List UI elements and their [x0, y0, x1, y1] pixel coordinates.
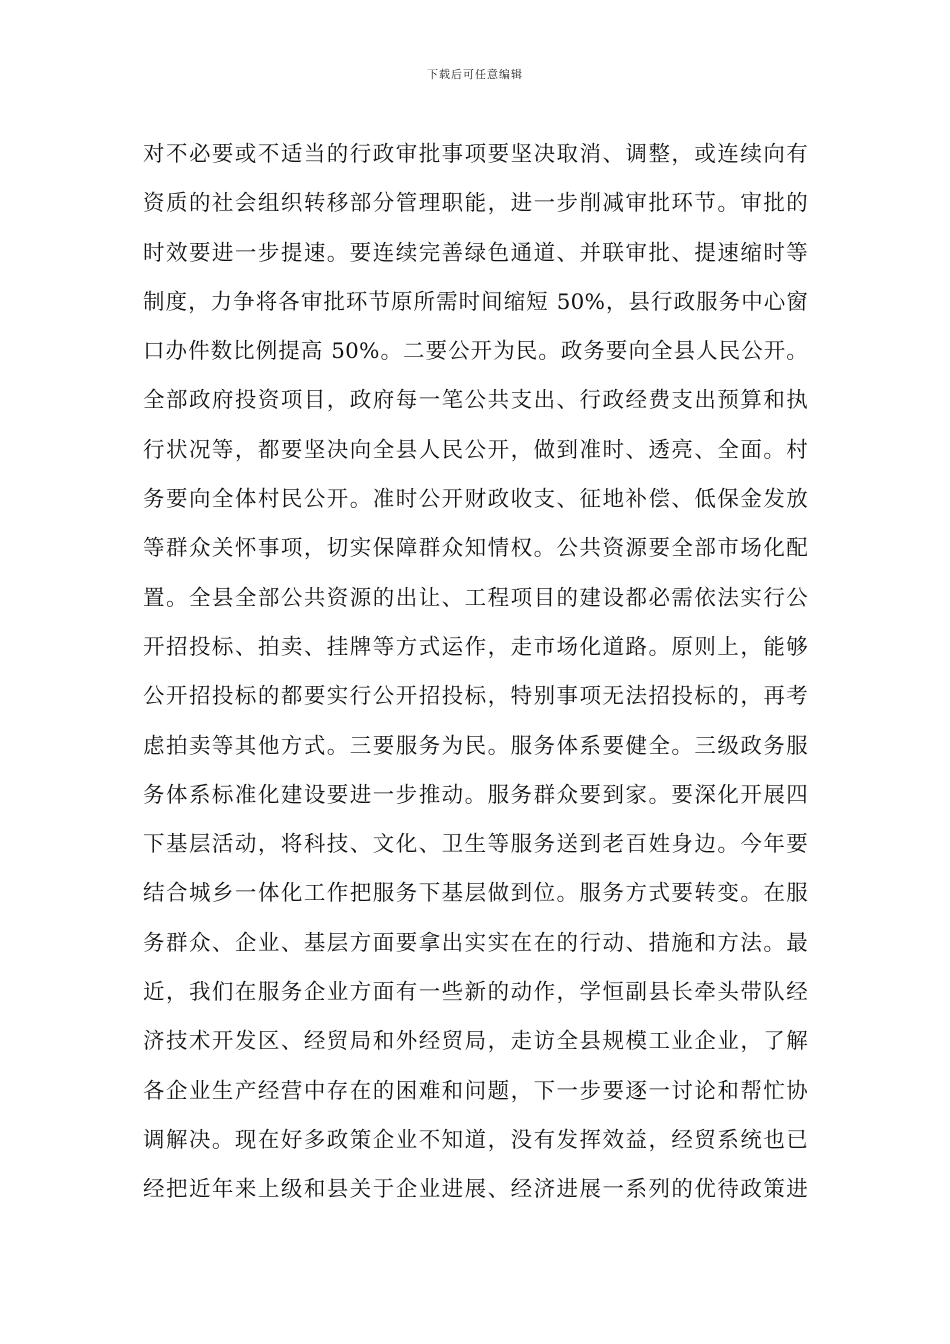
text-line: 调解决。现在好多政策企业不知道，没有发挥效益，经贸系统也已: [143, 1127, 808, 1153]
text-line: 开招投标、拍卖、挂牌等方式运作，走市场化道路。原则上，能够: [143, 634, 808, 660]
text-line: 等群众关怀事项，切实保障群众知情权。公共资源要全部市场化配: [143, 536, 808, 562]
text-line: 资质的社会组织转移部分管理职能，进一步削减审批环节。审批的: [143, 191, 808, 217]
text-line: 济技术开发区、经贸局和外经贸局，走访全县规模工业企业，了解: [143, 1029, 808, 1055]
text-line: 经把近年来上级和县关于企业进展、经济进展一系列的优待政策进: [143, 1177, 808, 1203]
text-line: 对不必要或不适当的行政审批事项要坚决取消、调整，或连续向有: [143, 142, 808, 167]
text-line: 全部政府投资项目，政府每一笔公共支出、行政经费支出预算和执: [143, 388, 808, 414]
text-line: 务体系标准化建设要进一步推动。服务群众要到家。要深化开展四: [143, 782, 808, 808]
text-line: 下基层活动，将科技、文化、卫生等服务送到老百姓身边。今年要: [143, 832, 808, 858]
text-line: 置。全县全部公共资源的出让、工程项目的建设都必需依法实行公: [143, 585, 808, 611]
text-line: 口办件数比例提高 50%。二要公开为民。政务要向全县人民公开。: [143, 339, 808, 365]
text-line: 公开招投标的都要实行公开招投标，特别事项无法招投标的，再考: [143, 684, 808, 710]
text-line: 务要向全体村民公开。准时公开财政收支、征地补偿、低保金发放: [143, 487, 808, 513]
text-line: 时效要进一步提速。要连续完善绿色通道、并联审批、提速缩时等: [143, 240, 808, 266]
text-line: 结合城乡一体化工作把服务下基层做到位。服务方式要转变。在服: [143, 881, 808, 907]
text-line: 行状况等，都要坚决向全县人民公开，做到准时、透亮、全面。村: [143, 437, 808, 463]
page-header: 下载后可任意编辑: [427, 68, 523, 81]
text-line: 务群众、企业、基层方面要拿出实实在在的行动、措施和方法。最: [143, 930, 808, 956]
text-line: 制度，力争将各审批环节原所需时间缩短 50%，县行政服务中心窗: [143, 289, 808, 315]
text-line: 近，我们在服务企业方面有一些新的动作，学恒副县长牵头带队经: [143, 980, 808, 1006]
document-body: [143, 130, 808, 1215]
text-line: 各企业生产经营中存在的困难和问题，下一步要逐一讨论和帮忙协: [143, 1078, 808, 1104]
text-line: 虑拍卖等其他方式。三要服务为民。服务体系要健全。三级政务服: [143, 733, 808, 759]
